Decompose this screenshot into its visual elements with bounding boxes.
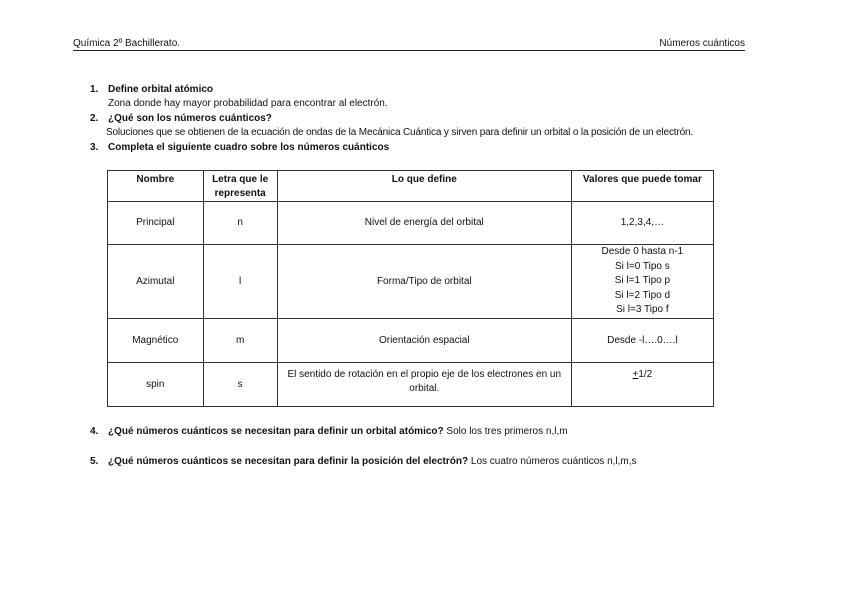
header-defines: Lo que define [277, 171, 571, 202]
cell-letter: s [203, 363, 277, 407]
answer-4: Solo los tres primeros n,l,m [446, 426, 568, 437]
table-header-row [108, 171, 714, 202]
question-number: 3. [90, 142, 99, 153]
cell-letter: l [203, 245, 277, 319]
table-row [108, 245, 714, 319]
cell-defines: Forma/Tipo de orbital [277, 245, 571, 319]
cell-name: spin [108, 363, 204, 407]
answer-1: Zona donde hay mayor probabilidad para encontrar al electrón. [108, 98, 388, 109]
cell-letter: m [203, 319, 277, 363]
question-2 [90, 113, 272, 124]
question-number: 4. [90, 426, 99, 437]
question-text: ¿Qué números cuánticos se necesitan para definir la posición del electrón? [108, 456, 469, 467]
question-5 [90, 456, 637, 467]
cell-name: Magnético [108, 319, 204, 363]
table-row [108, 363, 714, 407]
question-4 [90, 426, 568, 437]
value-line: Desde 0 hasta n-1 [601, 246, 684, 258]
question-3 [90, 142, 389, 153]
value-line: Si l=0 Tipo s [615, 260, 670, 272]
cell-name: Azimutal [108, 245, 204, 319]
value-line: Si l=1 Tipo p [614, 275, 671, 287]
question-number: 2. [90, 113, 99, 124]
question-text: ¿Qué números cuánticos se necesitan para definir un orbital atómico? [108, 426, 444, 437]
page-header [73, 38, 745, 51]
header-letter: Letra que le representa [203, 171, 277, 202]
question-text: ¿Qué son los números cuánticos? [108, 113, 272, 124]
cell-values [571, 363, 713, 407]
cell-values: Desde -l….0….l [571, 319, 713, 363]
header-values: Valores que puede tomar [571, 171, 713, 202]
spin-value: 1/2 [638, 369, 653, 380]
header-topic: Números cuánticos [659, 38, 745, 49]
question-text: Define orbital atómico [108, 84, 214, 95]
header-name: Nombre [108, 171, 204, 202]
answer-2: Soluciones que se obtienen de la ecuación de ondas de la Mecánica Cuántica y sirven para definir un orbital o la posición de un electrón. [106, 127, 694, 138]
question-1 [90, 84, 213, 95]
cell-name: Principal [108, 202, 204, 245]
plus-minus-sign: + [632, 369, 639, 380]
header-subject: Química 2º Bachillerato. [73, 38, 181, 49]
table-row [108, 202, 714, 245]
cell-letter: n [203, 202, 277, 245]
table-row [108, 319, 714, 363]
question-number: 1. [90, 84, 99, 95]
value-line: Si l=3 Tipo f [616, 304, 669, 316]
quantum-numbers-table [107, 170, 714, 407]
cell-defines: Nivel de energía del orbital [277, 202, 571, 245]
value-line: Si l=2 Tipo d [614, 289, 671, 301]
cell-defines: El sentido de rotación en el propio eje de los electrones en un orbital. [277, 363, 571, 407]
cell-values [571, 245, 713, 319]
cell-defines: Orientación espacial [277, 319, 571, 363]
answer-5: Los cuatro números cuánticos n,l,m,s [470, 456, 637, 467]
question-number: 5. [90, 456, 99, 467]
question-text: Completa el siguiente cuadro sobre los números cuánticos [108, 142, 390, 153]
cell-values: 1,2,3,4,… [571, 202, 713, 245]
